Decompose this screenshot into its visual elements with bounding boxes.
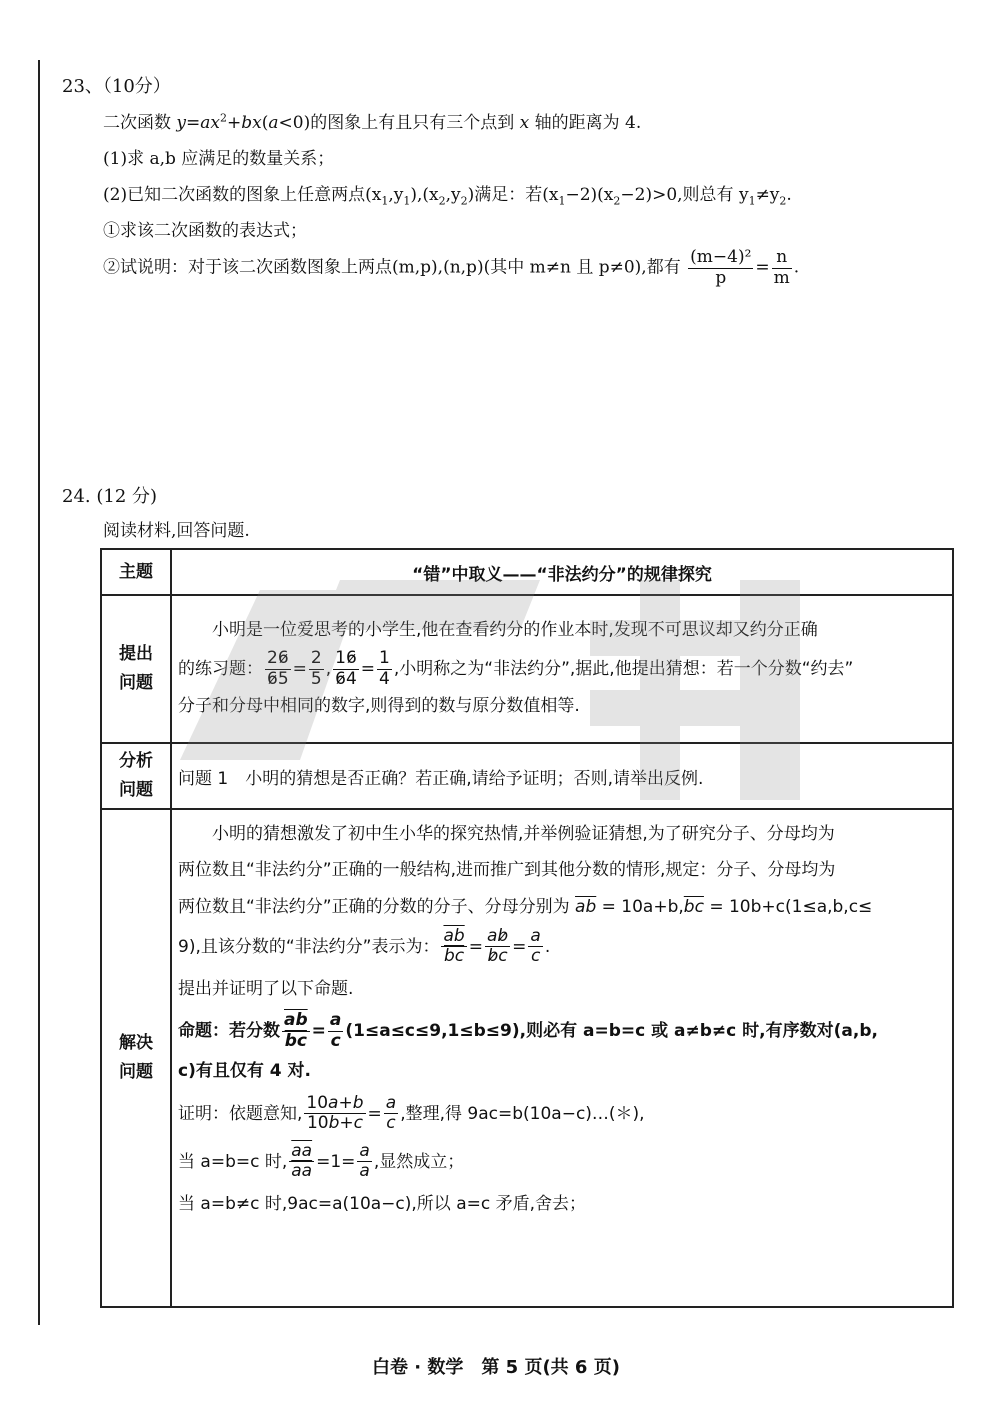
left-margin-rule [38,60,40,1325]
material-table [100,548,954,1308]
q23-stem: 二次函数 $y=ax^2+bx(a<0)$的图象上有且只有三个点到 x 轴的距离为 4. [103,111,642,133]
row-topic [101,549,953,595]
proposition: 命题：若分数 $\frac{\overline{ab}}{bc}$ = $\frac{a}{c}$ (1≤a≤c≤9,1≤b≤9),则必有 a=b=c 或 a≠b≠c 时,有序数对(a,b, [178,1010,878,1051]
label-raise: 提出 问题 [101,595,171,743]
q23-score: （10分） [102,76,171,97]
topic-title: “错”中取义——“非法约分”的规律探究 [171,549,953,595]
fraction-n-over-m: $\frac{n}{m}$ [773,247,790,288]
fraction-m4-over-p: $\frac{\text{(m−4)²}}{p}$ [690,247,752,288]
q23-sub2: ②试说明：对于该二次函数图象上两点(m,p),(n,p)(其中 m≠n 且 p≠0),都有 $\frac{\text{(m−4)²}}{p}$ = $\frac{n}{m}$ . [103,247,800,288]
q23-part2: (2)已知二次函数的图象上任意两点$(x_1,y_1),(x_2,y_2)$满足：若$(x_1-2)(x_2-2)>0$,则总有 $y_1\ne y_2$. [103,185,792,208]
page-footer: 白卷 · 数学 第 5 页(共 6 页) [372,1357,620,1378]
q24-intro: 阅读材料,回答问题. [103,521,250,541]
solve-content: 小明的猜想激发了初中生小华的探究热情,并举例验证猜想,为了研究分子、分母均为 两位数且“非法约分”正确的一般结构,进而推广到其他分数的情形,规定：分子、分母均为 两位数且“非法约分”正确的分数的分子、分母分别为 $\overline{ab} = 10a+b,\overline{bc} = 10b+c(1\le a,b,c\le$ 9),且该分数的“非法约分”表示为： $\frac{\overline{ab}}{bc}$ = $\frac{ab}{bc}$ = $\frac{a}{c}$ . 提出并证明了以下命题. 命题：若分数 $\frac{\overline{ab}}{bc}$ = $\frac{a}{c}$ (1≤a≤c≤9,1≤b≤9),则必有 a=b=c 或 a≠b≠c 时,有序数对(a,b, c)有且仅有 4 对. 证明：依题意知, $\frac{10a+b}{10b+c}$ = $\frac{a}{c}$ ,整理,得 9ac=b(10a−c)…(＊), 当 a=b=c 时, $\frac{\overline{aa}}{aa}$ =1= $\frac{a}{a}$ ,显然成立； 当 a=b≠c 时,9ac=a(10a−c),所以 a=c 矛盾,舍去； [171,809,953,1307]
row-analyze [101,743,953,809]
label-solve: 解决 问题 [101,809,171,1307]
q24-header: 24. (12 分) [62,486,158,507]
label-topic: 主题 [101,549,171,595]
label-analyze: 分析 问题 [101,743,171,809]
raise-content: 小明是一位爱思考的小学生,他在查看约分的作业本时,发现不可思议却又约分正确 的练习题： $\frac{26}{65}$ = $\frac{2}{5}$ , $\frac{16}{64}$ = $\frac{1}{4}$ ,小明称之为“非法约分”,据此,他提出猜想：若一个分数“约去” 分子和分母中相同的数字,则得到的数与原分数值相等. [171,595,953,743]
q23-number: 23、 [62,76,103,97]
row-raise [101,595,953,743]
row-solve [101,809,953,1307]
q23-header [62,72,171,98]
q23-sub1: ①求该二次函数的表达式； [103,221,307,241]
q23-part1: (1)求 a,b 应满足的数量关系； [103,149,335,169]
analyze-content: 问题 1 小明的猜想是否正确？若正确,请给予证明；否则,请举出反例. [171,743,953,809]
